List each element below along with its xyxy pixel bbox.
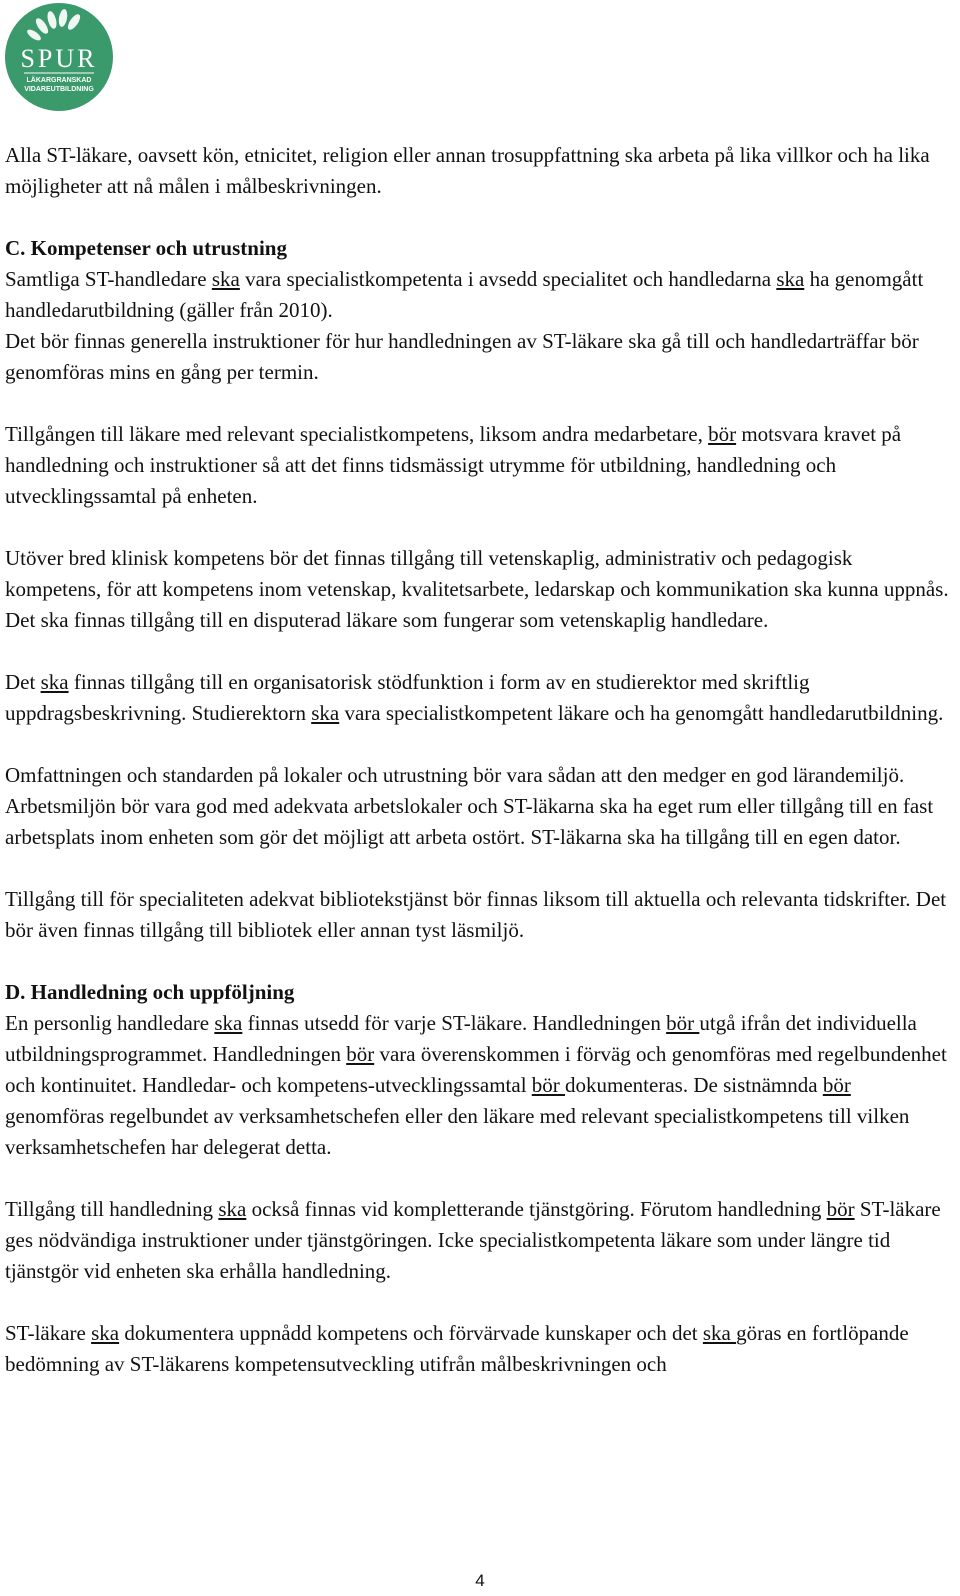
text: göras en fortlöpande bedömning av ST-läkarens kompetensutveckling utifrån målbeskrivningen och — [5, 1321, 909, 1376]
text: genomföras regelbundet av verksamhetschefen eller den läkare med relevant specialistkompetens till vilken verksamhetschefen har delegerat detta. — [5, 1104, 910, 1159]
section-c-paragraph-3 — [5, 419, 950, 512]
underlined-text: bör — [531, 1073, 566, 1097]
text: dokumenteras. De sistnämnda — [565, 1073, 823, 1097]
underlined-text: ska — [776, 267, 805, 291]
section-c-paragraph-7: Tillgång till för specialiteten adekvat bibliotekstjänst bör finnas liksom till aktuella och relevanta tidskrifter. Det bör även finnas tillgång till bibliotek eller annan tyst läsmiljö. — [5, 887, 947, 942]
intro-paragraph: Alla ST-läkare, oavsett kön, etnicitet, religion eller annan trosuppfattning ska arbeta på lika villkor och ha lika möjligheter att nå målen i målbeskrivningen. — [5, 143, 930, 198]
section-c-paragraph-4: Utöver bred klinisk kompetens bör det finnas tillgång till vetenskaplig, administrativ och pedagogisk kompetens, för att kompetens inom vetenskap, kvalitetsarbete, ledarskap och kommunikation ska kunna uppnås. Det ska finnas tillgång till en disputerad läkare som fungerar som vetenskaplig handledare. — [5, 546, 949, 632]
underlined-text: bör — [666, 1011, 700, 1035]
text: utgå ifrån det individuella utbildningsprogrammet. Handledningen — [5, 1011, 917, 1066]
text: En personlig handledare — [5, 1011, 215, 1035]
section-c-paragraph-6: Omfattningen och standarden på lokaler och utrustning bör vara sådan att den medger en god lärandemiljö. Arbetsmiljön bör vara god med adekvata arbetslokaler och ST-läkarna ska ha eget rum eller tillgång till en fast arbetsplats inom enheten som gör det möjligt att arbeta ostört. ST-läkarna ska ha tillgång till en egen dator. — [5, 763, 934, 849]
underlined-text: ska — [91, 1321, 120, 1345]
section-d-paragraph-3 — [5, 1318, 950, 1380]
underlined-text: bör — [826, 1197, 855, 1221]
text: dokumentera uppnådd kompetens och förvärvade kunskaper och det — [119, 1321, 703, 1345]
text: motsvara kravet på handledning och instruktioner så att det finns tidsmässigt utrymme för utbildning, handledning och utvecklingssamtal på enheten. — [5, 422, 902, 508]
logo-tagline-1: LÄKARGRANSKAD — [26, 77, 92, 84]
text: Tillgången till läkare med relevant specialistkompetens, liksom andra medarbetare, — [5, 422, 709, 446]
section-c — [5, 233, 950, 326]
spur-logo — [4, 2, 114, 112]
underlined-text: ska — [702, 1321, 737, 1345]
section-d — [5, 977, 950, 1163]
underlined-text: bör — [822, 1073, 851, 1097]
section-c-heading: C. Kompetenser och utrustning — [5, 236, 287, 260]
document-body — [5, 140, 950, 1380]
page-number: 4 — [475, 1571, 485, 1590]
underlined-text: ska — [40, 670, 69, 694]
text: vara överenskommen i förväg och genomföras med regelbundenhet och kontinuitet. Handledar- och kompetens-utvecklingssamtal — [5, 1042, 947, 1097]
underlined-text: bör — [346, 1042, 375, 1066]
underlined-text: ska — [211, 267, 240, 291]
logo-tagline-2: VIDAREUTBILDNING — [24, 86, 94, 93]
text: Samtliga ST-handledare — [5, 267, 212, 291]
section-c-paragraph-2: Det bör finnas generella instruktioner för hur handledningen av ST-läkare ska gå till och handledarträffar bör genomföras mins en gång per termin. — [5, 329, 919, 384]
text: ST-läkare ges nödvändiga instruktioner under tjänstgöringen. Icke specialistkompetenta läkare som under längre tid tjänstgör vid enheten ska erhålla handledning. — [5, 1197, 941, 1283]
text: ha genomgått handledarutbildning (gäller från 2010). — [5, 267, 924, 322]
underlined-text: ska — [218, 1197, 247, 1221]
underlined-text: ska — [311, 701, 340, 725]
section-d-heading: D. Handledning och uppföljning — [5, 980, 295, 1004]
underlined-text: ska — [214, 1011, 243, 1035]
text: finnas tillgång till en organisatorisk stödfunktion i form av en studierektor med skriftlig uppdragsbeskrivning. Studierektorn — [5, 670, 810, 725]
text: vara specialistkompetent läkare och ha genomgått handledarutbildning. — [339, 701, 944, 725]
text: också finnas vid kompletterande tjänstgöring. Förutom handledning — [246, 1197, 827, 1221]
text: finnas utsedd för varje ST-läkare. Handledningen — [242, 1011, 667, 1035]
section-c-paragraph-5 — [5, 667, 950, 729]
underlined-text: bör — [708, 422, 737, 446]
text: Tillgång till handledning — [5, 1197, 219, 1221]
section-d-paragraph-2 — [5, 1194, 950, 1287]
logo-name: SPUR — [20, 44, 98, 73]
text: vara specialistkompetenta i avsedd specialitet och handledarna — [239, 267, 777, 291]
text: Det — [5, 670, 41, 694]
text: ST-läkare — [5, 1321, 92, 1345]
